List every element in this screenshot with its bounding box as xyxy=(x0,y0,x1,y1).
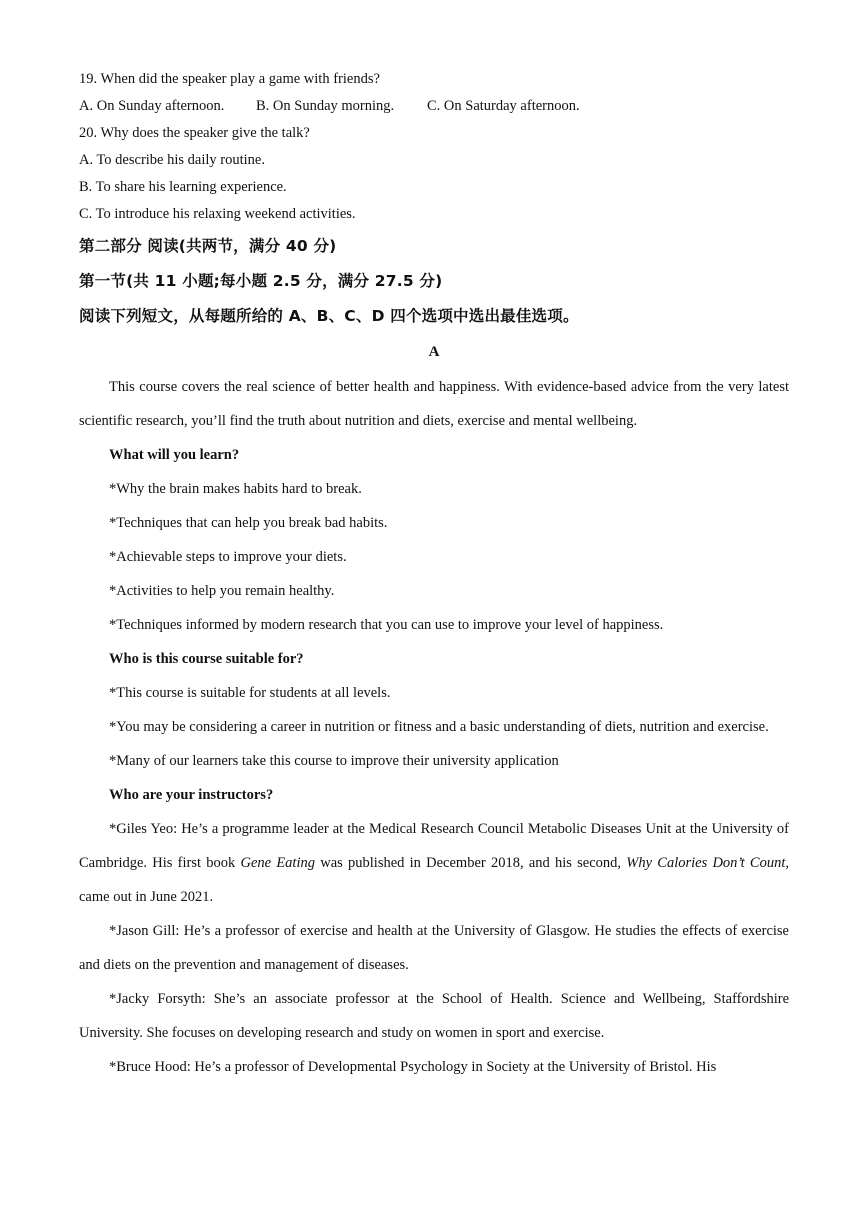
passage-intro: This course covers the real science of better health and happiness. With evidence-based advice from the very latest scientific research, you’ll find the truth about nutrition and diets, exercise and mental wellbeing. xyxy=(79,379,789,429)
option-a: A. To describe his daily routine. xyxy=(79,152,265,168)
learn-item: *Activities to help you remain healthy. xyxy=(109,583,335,599)
suitable-item: *This course is suitable for students at all levels. xyxy=(109,685,391,701)
instructor-text: , came out in June 2021. xyxy=(79,855,789,905)
passage-label: A xyxy=(428,344,440,360)
instructor-text: *Giles Yeo: He’s a programme leader at the Medical Research Council Metabolic Diseases Unit at the University of Cambridge. His first book xyxy=(79,821,789,871)
part-title: 第二部分 阅读(共两节，满分 40 分) xyxy=(79,237,337,255)
learn-item: *Techniques that can help you break bad habits. xyxy=(109,515,388,531)
section-subtitle: 第一节(共 11 小题;每小题 2.5 分，满分 27.5 分) xyxy=(79,272,443,290)
learn-item: *Achievable steps to improve your diets. xyxy=(109,549,347,565)
instructor-giles-yeo xyxy=(79,812,789,914)
book-title: Why Calories Don’t Count xyxy=(626,855,786,871)
instructor-jacky-forsyth: *Jacky Forsyth: She’s an associate professor at the School of Health. Science and Wellbeing, Staffordshire University. She focuses on developing research and study on women in sport and exercise. xyxy=(79,991,789,1041)
question-19-stem: 19. When did the speaker play a game with friends? xyxy=(79,71,380,87)
learn-item: *Techniques informed by modern research that you can use to improve your level of happiness. xyxy=(109,617,664,633)
option-c: C. To introduce his relaxing weekend activities. xyxy=(79,206,356,222)
option-c: C. On Saturday afternoon. xyxy=(427,98,580,114)
instructor-bruce-hood: *Bruce Hood: He’s a professor of Developmental Psychology in Society at the University of Bristol. His xyxy=(109,1059,717,1075)
instructor-jason-gill: *Jason Gill: He’s a professor of exercise and health at the University of Glasgow. He studies the effects of exercise and diets on the prevention and management of diseases. xyxy=(79,923,789,973)
suitable-item: *Many of our learners take this course to improve their university application xyxy=(109,753,559,769)
book-title: Gene Eating xyxy=(240,855,315,871)
option-b: B. To share his learning experience. xyxy=(79,179,287,195)
question-19-options xyxy=(79,93,789,120)
section-instruction: 阅读下列短文，从每题所给的 A、B、C、D 四个选项中选出最佳选项。 xyxy=(79,307,579,325)
option-a: A. On Sunday afternoon. xyxy=(79,98,225,114)
suitable-heading: Who is this course suitable for? xyxy=(109,651,304,667)
document-page xyxy=(79,66,789,1084)
learn-item: *Why the brain makes habits hard to break. xyxy=(109,481,362,497)
instructors-heading: Who are your instructors? xyxy=(109,787,274,803)
instructor-text: was published in December 2018, and his second, xyxy=(315,855,627,871)
learn-heading: What will you learn? xyxy=(109,447,240,463)
question-20-stem: 20. Why does the speaker give the talk? xyxy=(79,125,310,141)
option-b: B. On Sunday morning. xyxy=(256,98,395,114)
suitable-item: *You may be considering a career in nutrition or fitness and a basic understanding of diets, nutrition and exercise. xyxy=(109,719,769,735)
